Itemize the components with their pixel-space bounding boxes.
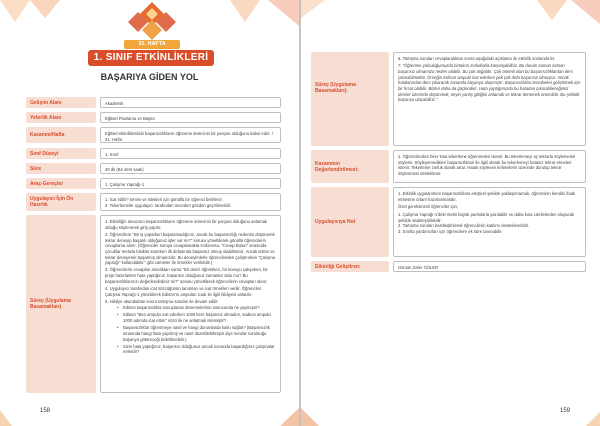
sub-list <box>105 305 276 355</box>
page-number: 158 <box>40 408 51 414</box>
list-item: 2. Tekerlemeler uygulayıcı tarafından önceden gözden geçirilmelidir. <box>105 202 232 208</box>
row-sure <box>26 163 281 174</box>
week-badge: 31. HAFTA <box>124 40 180 49</box>
row-etkinligi-gelistiren <box>311 261 586 272</box>
list-item: 7. "Öğrenme yolculuğumuzda birtakım zorluklarla karşılaşabiliriz. Bu durum zaman zaman başarısız olmamıza neden olabilir. Bu çok doğaldır. Çok önemli olan bu başarısızlıklardan ders çıkarabilmektir. Örneğin Edison ampulü icat ederken pek çok defa başarısız olmuştur. Ancak hatalarından ders çıkararak sonunda başarıya ulaşmıştır. Başarısızlıklar tecrübeleri geliştirmek için bir fırsat olabilir. Bizleri daha da güçlendirir. Hata yaptığımızda bu hatadan çıkarabileceğimiz dersler üzerinde düşünmek, neyin yanlış gittiğini anlamak ve tekrar denemek önemlidir. Bu şekilde başarıya ulaşabiliriz." <box>398 63 581 103</box>
list-item: 1. Etkinlik uygulanırken başarısızlıklara eleştirel şekilde yaklaşılmamalı, öğrencinin kendini ifade etmesine ortam hazırlanmalıdır. <box>398 191 576 202</box>
bottom-pattern-icon <box>301 404 600 426</box>
geometric-ornament-icon <box>0 0 299 40</box>
row-uygulayiciya-not <box>311 187 586 257</box>
row-value: 40 dk (Bir ders saati) <box>100 163 281 174</box>
row-yeterlik-alani <box>26 112 281 123</box>
row-surec-devam <box>311 52 586 146</box>
row-on-hazirlik <box>26 193 281 211</box>
row-label: Uygulayıcıya Not <box>311 187 389 257</box>
row-value: 1. Öğrencilerden birer kısa tekerleme öğrenmeleri istenir. Bu tekerlemeyi üç tekrarla söylemeleri söylenir. Söyleyemedikleri başarısızlıkları ile ilgili olarak bu tekerlemeyi hatasız tekrar etmeleri istenir. Tekerleme zorluk olarak artar. Hatalı söylenen kelimelerin üzerinde durulup tekrar söylenmesi desteklenir. <box>393 150 586 183</box>
row-surec <box>26 215 281 393</box>
row-value: Osman Zafer GÜLER <box>393 261 586 272</box>
row-value: Eğitsel etkinliklerdeki başarısızlıkların öğrenme sürecinin bir parçası olduğunu kabul eder. / 31. Hafta <box>100 127 281 143</box>
row-value: Eğitsel Planlama ve Başarı <box>100 112 281 123</box>
row-value: 1. Çalışma Yaprağı-1 <box>100 178 281 189</box>
list-item: 3. Sınıfta yardımcıları için öğrencilere ek süre tanınabilir. <box>398 229 503 235</box>
left-page <box>0 0 299 426</box>
geometric-ornament-icon <box>301 0 600 40</box>
row-label: Süre <box>26 163 96 174</box>
row-sinif-duzeyi <box>26 148 281 159</box>
page-number: 159 <box>559 408 570 414</box>
right-page <box>301 0 600 426</box>
row-label: Süreç (Uygulama Basamakları) <box>26 215 96 393</box>
list-item: 6. Tartışma soruları cevaplandıktan sonra aşağıdaki açıklama ile etkinlik sonlandırılır. <box>398 56 556 61</box>
list-item: 2. Öğrencilere "Bir iş yaparken başaramadığınız, ancak bu başarısızlığı nedenini düşünerek tekrar deneyip başarılı olduğunuz işler var mı?" sorusu yöneltilerek gönüllü öğrencilerin cevaplama alınır. (Öğrenciler soruya cevaplamakta zorlanırsa, "Cevap Bulun" sırasında çocuklar mesela bisiklet sürerken ilk defasında başarısız olmuş olabilirsiniz. Ancak tekrar ve tekrar deneyerek başarmış olmanızdır. Bu deneyimlerle öğrencilerden çalıştırırken "Çalışma yaprağı" kullanılabilir." gibi cümleler ile örnekler verilebilir.) <box>105 231 275 266</box>
list-item: 2. Tartışma soruları basitleştirilerek öğrencilerin katılımı desteklenebilir. <box>398 223 529 229</box>
sub-list-item: • Başarısızlıklar öğrenmeye nasıl ve hangi durumlarda katkı sağlar? (Başarısızlık sırasında hangi hata yapılmış ve nasıl düzeltilebilmiştir diye sorular sorulduğu başarıya götüreceği belirtilmelidir.) <box>123 325 276 342</box>
sub-list-item: • Sizin hata yaptığınız, başarısız olduğunuz ancak sonunda başardığınız çalışmalar nelerdir? <box>123 344 276 355</box>
row-label: Kazanım/Hafta <box>26 127 96 143</box>
row-value: 1. Sınıf <box>100 148 281 159</box>
page-title: BAŞARIYA GİDEN YOL <box>100 72 199 82</box>
list-item: 4. Uygulayıcı tarafından icat sözcüğünün tanımları ve icat örnekleri verilir. Öğrenciler Çalışma Yaprağı-1 yönetilerek Edison'ın ampulün icadı ile ilgili hikâyesi anlatılır. <box>105 285 262 297</box>
note-paragraph: Özel gereksinimli öğrenciler için; <box>398 204 459 210</box>
row-label: Kazanımın Değerlendirilmesi: <box>311 150 389 183</box>
sub-list-item: • Edison "Ben ampulü icat ederken 1000 kere başarısız olmadım, sadece ampulü 1000 adımda icat ettim" sözü ile ne anlatmak istemiştir? <box>123 312 276 323</box>
row-arac-gerecler <box>26 178 281 189</box>
list-item: 1. Çalışma Yaprağı-1'deki metin büyük puntolarla yazılabilir ve daha kısa cümlelerden oluşacak şekilde sadeleştirilebilir. <box>398 212 575 223</box>
list-item: 5. Hikâye okunduktan sonra tartışma soruları ile devam edilir: <box>105 298 219 304</box>
list-item: 3. Öğrencilerin cevapları alındıktan sonra "Bir deniz öğretirken, bir konuyu çalışırken, bir proje hazırlarken hata yaptığınız, başarısız olduğunuz zamanlar oldu mu? Bu başarısızlıklarınızı değerlendirdiniz mi?" sorusu yöneltilerek öğrencilerin cevapları alınır. <box>105 267 268 284</box>
row-value <box>100 193 281 211</box>
row-kazanimin-degerlendirilmesi <box>311 150 586 183</box>
row-value <box>393 187 586 257</box>
row-label: Uygulayıcı İçin Ön Hazırlık <box>26 193 96 211</box>
row-label: Gelişim Alanı <box>26 97 96 108</box>
row-label: Yeterlik Alanı <box>26 112 96 123</box>
list-item: 1. İcat edilir? temini ve istekleri için gönüllü bir öğrenci belirlenir. <box>105 197 223 202</box>
row-gelisim-alani <box>26 97 281 108</box>
row-label: Araç-Gereçler <box>26 178 96 189</box>
row-value: Akademik <box>100 97 281 108</box>
row-label: Etkinliği Geliştiren: <box>311 261 389 272</box>
row-value <box>100 215 281 393</box>
activities-title: 1. SINIF ETKİNLİKLERİ <box>88 50 214 66</box>
row-label: Süreç (Uygulama Basamakları): <box>311 52 389 146</box>
list-item: 1. Etkinliğin amacının başarısızlıkların öğrenme sürecinin bir parçası olduğunu anlamak olduğu söylenerek giriş yapılır. <box>105 219 267 230</box>
row-kazanim <box>26 127 281 143</box>
row-label: Sınıf Düzeyi <box>26 148 96 159</box>
row-value <box>393 52 586 146</box>
sub-list-item: • Edison başarısızlıkla sonuçlanan denemelerinin sonucunda ne yapmıştır? <box>123 305 276 311</box>
